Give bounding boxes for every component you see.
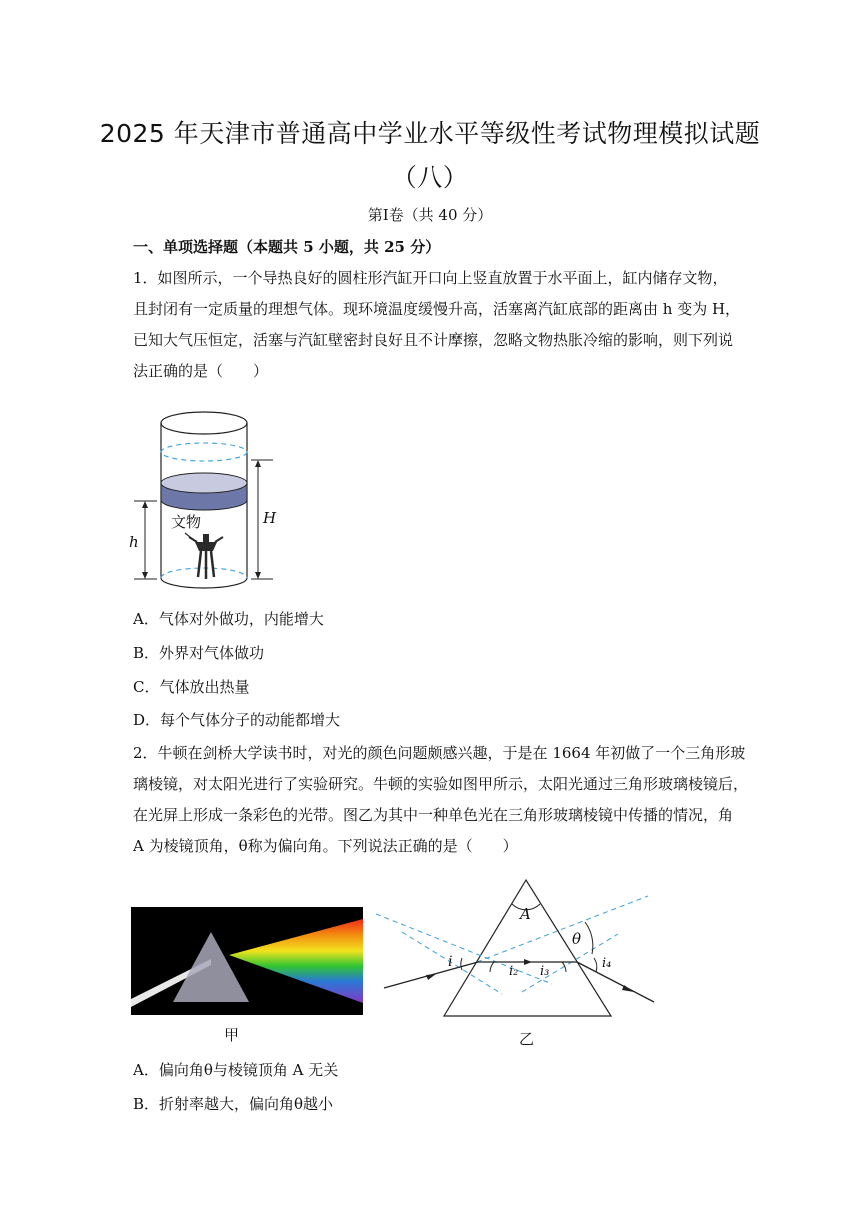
q1-line: 且封闭有一定质量的理想气体。现环境温度缓慢升高，活塞离汽缸底部的距离由 h 变为 H，	[133, 300, 741, 318]
q1-option-c: C．气体放出热量	[133, 678, 250, 696]
cylinder-figure	[125, 405, 285, 595]
artifact-label: 文物	[171, 513, 202, 531]
label-i: i	[448, 954, 453, 970]
q1-option-d: D．每个气体分子的动能都增大	[133, 711, 341, 729]
label-h: h	[129, 533, 139, 551]
page-title: 2025 年天津市普通高中学业水平等级性考试物理模拟试题	[99, 119, 761, 148]
question-2-stem	[133, 738, 749, 862]
q2-line: A 为棱镜顶角，θ称为偏向角。下列说法正确的是（ ）	[133, 837, 518, 855]
q1-option-b: B．外界对气体做功	[133, 644, 265, 662]
label-i4: i₄	[602, 956, 612, 971]
section-heading: 一、单项选择题（本题共 5 小题，共 25 分）	[133, 238, 441, 256]
label-A: A	[520, 905, 531, 923]
prism-diagram	[372, 874, 662, 1024]
volume-subtitle: 第Ⅰ卷（共 40 分）	[367, 206, 493, 224]
caption-yi: 乙	[519, 1030, 535, 1048]
prism-photo	[131, 907, 363, 1015]
q2-line: 2．牛顿在剑桥大学读书时，对光的颜色问题颇感兴趣，于是在 1664 年初做了一个三角形玻	[133, 744, 746, 762]
q1-line: 法正确的是（ ）	[133, 362, 269, 380]
q2-line: 在光屏上形成一条彩色的光带。图乙为其中一种单色光在三角形玻璃棱镜中传播的情况，角	[133, 806, 734, 824]
q2-line: 璃棱镜，对太阳光进行了实验研究。牛顿的实验如图甲所示，太阳光通过三角形玻璃棱镜后，	[133, 775, 749, 793]
question-1-stem	[133, 263, 741, 387]
page-title-suffix: （八）	[391, 163, 469, 192]
label-i3: i₃	[540, 964, 550, 979]
q1-line: 已知大气压恒定，活塞与汽缸壁密封良好且不计摩擦，忽略文物热胀冷缩的影响，则下列说	[133, 331, 734, 349]
label-H: H	[263, 509, 277, 527]
label-i2: i₂	[509, 964, 519, 979]
q2-option-a: A．偏向角θ与棱镜顶角 A 无关	[133, 1061, 339, 1079]
artifact-icon	[185, 533, 223, 579]
q2-option-b: B．折射率越大，偏向角θ越小	[133, 1095, 334, 1113]
caption-jia: 甲	[224, 1026, 240, 1044]
q1-line: 1．如图所示，一个导热良好的圆柱形汽缸开口向上竖直放置于水平面上，缸内储存文物，	[133, 269, 728, 287]
label-theta: θ	[572, 930, 582, 948]
q1-option-a: A．气体对外做功，内能增大	[133, 610, 324, 628]
